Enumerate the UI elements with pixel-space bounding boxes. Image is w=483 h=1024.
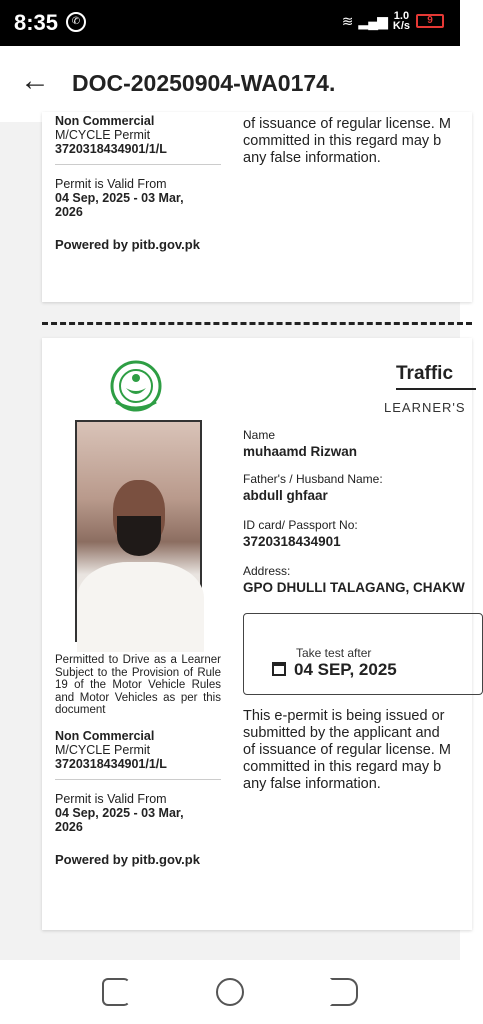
- status-icons: [342, 11, 444, 31]
- document-title: DOC-20250904-WA0174.: [72, 70, 336, 96]
- battery-icon: 9: [416, 14, 444, 28]
- signal-icon: ▂▄▆: [358, 12, 387, 29]
- photo-beard: [117, 516, 161, 556]
- test-label: Take test after: [296, 646, 372, 660]
- permitted-text: Permitted to Drive as a Learner Subject to the Provision of Rule 19 of the Motor Vehicle Rules and Motor Vehicles as per this document: [55, 654, 221, 716]
- valid-range: 04 Sep, 2025 - 03 Mar,: [55, 191, 184, 205]
- powered-by: Powered by pitb.gov.pk: [55, 851, 200, 867]
- network-speed-value: 1.0: [393, 10, 410, 22]
- powered-by: Powered by pitb.gov.pk: [55, 237, 200, 252]
- valid-label: Permit is Valid From: [55, 177, 167, 191]
- permit-category: Non Commercial: [55, 114, 155, 128]
- father-value: abdull ghfaar: [243, 488, 328, 503]
- calendar-icon: [272, 662, 286, 676]
- divider: [55, 164, 221, 165]
- punjab-emblem-icon: [108, 358, 164, 414]
- valid-year: 2026: [55, 205, 83, 219]
- permit-card-previous: [42, 112, 472, 302]
- disclaimer-line: committed in this regard may b: [243, 133, 442, 149]
- app-bar: [0, 46, 460, 122]
- issuance-line: of issuance of regular license. M: [243, 742, 451, 758]
- test-date-box: [243, 613, 483, 695]
- name-label: Name: [243, 428, 276, 442]
- permit-category: Non Commercial: [55, 728, 155, 743]
- address-field: [243, 564, 465, 595]
- recent-apps-icon[interactable]: [102, 978, 130, 1006]
- valid-range: 04 Sep, 2025 - 03 Mar,: [55, 805, 184, 820]
- back-icon[interactable]: [330, 978, 358, 1006]
- wifi-icon: ≋: [341, 12, 353, 29]
- whatsapp-icon: ✆: [66, 12, 86, 32]
- address-label: Address:: [243, 564, 291, 578]
- permit-type: M/CYCLE Permit: [55, 742, 151, 757]
- permit-details-left: [55, 654, 221, 867]
- home-icon[interactable]: [216, 978, 244, 1006]
- valid-year: 2026: [55, 819, 83, 834]
- applicant-photo: [75, 420, 202, 642]
- network-speed: [393, 11, 410, 31]
- card-heading: Traffic: [396, 363, 454, 384]
- disclaimer-line: any false information.: [243, 150, 381, 166]
- permit-details-left: [55, 114, 221, 252]
- back-arrow-icon[interactable]: ←: [20, 64, 50, 97]
- id-field: [243, 518, 358, 549]
- name-field: [243, 428, 357, 459]
- disclaimer-text: [243, 116, 451, 167]
- permit-number: 3720318434901/1/L: [55, 142, 167, 156]
- id-label: ID card/ Passport No:: [243, 518, 358, 532]
- photo-body: [77, 562, 204, 652]
- issuance-line: any false information.: [243, 776, 381, 792]
- disclaimer-line: of issuance of regular license. M: [243, 116, 451, 132]
- issuance-text: [243, 708, 451, 793]
- status-time: 8:35: [14, 10, 59, 35]
- issuance-line: submitted by the applicant and: [243, 725, 440, 741]
- valid-label: Permit is Valid From: [55, 791, 167, 806]
- network-speed-unit: K/s: [392, 20, 410, 32]
- heading-underline: [396, 388, 476, 390]
- document-viewer[interactable]: [0, 114, 466, 960]
- address-value: GPO DHULLI TALAGANG, CHAKW: [243, 580, 465, 595]
- father-field: [243, 472, 383, 503]
- divider: [55, 779, 221, 780]
- permit-number: 3720318434901/1/L: [55, 756, 167, 771]
- name-value: muhaamd Rizwan: [243, 444, 358, 459]
- father-label: Father's / Husband Name:: [243, 472, 383, 486]
- issuance-line: committed in this regard may b: [243, 759, 442, 775]
- permit-type: M/CYCLE Permit: [55, 128, 151, 142]
- permit-card: [42, 338, 472, 930]
- status-bar: [0, 0, 460, 46]
- test-date: [272, 660, 397, 680]
- issuance-line: This e-permit is being issued or: [243, 708, 445, 724]
- test-date-value: 04 SEP, 2025: [294, 660, 397, 679]
- system-nav-bar: [0, 960, 460, 1024]
- dashed-separator: [42, 322, 472, 325]
- card-subheading: LEARNER'S: [384, 400, 466, 415]
- id-value: 3720318434901: [243, 534, 341, 549]
